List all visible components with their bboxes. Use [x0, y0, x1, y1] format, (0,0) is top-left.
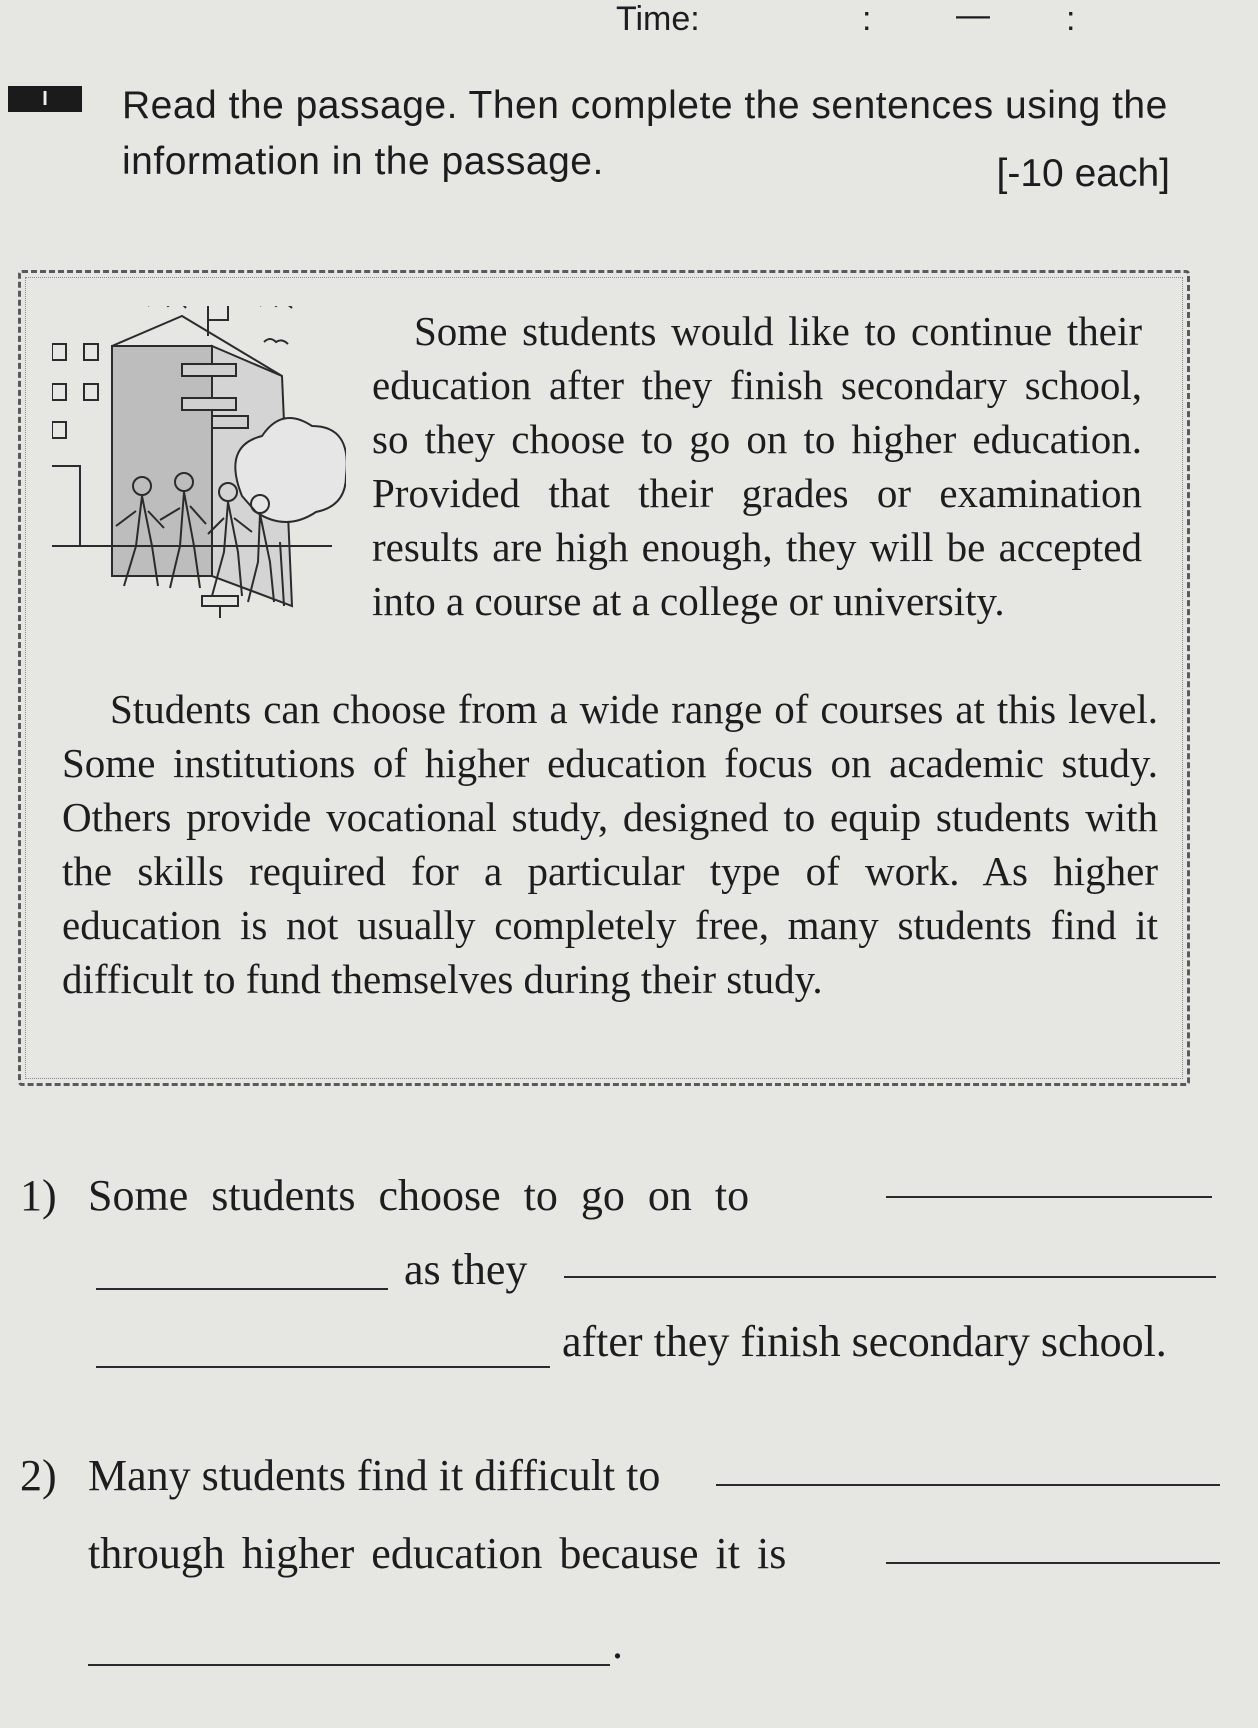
question-1-line-2: as they [404, 1245, 528, 1294]
time-label: Time: [616, 0, 700, 38]
score-label: — [956, 0, 990, 34]
school-building-illustration [52, 306, 346, 682]
question-1-answer-blank-2[interactable] [96, 1288, 388, 1290]
passage-paragraph-1: Some students would like to continue their education after they finish secondary school, so they choose to go on to higher education. Provided that their grades or examination results are high enough, they will be accepted into a course at a college or university. [372, 308, 1142, 624]
question-2-answer-blank-2[interactable] [886, 1562, 1220, 1564]
question-2-period: . [612, 1619, 623, 1668]
question-1-line-1: Some students choose to go on to [88, 1171, 750, 1220]
section-badge: I [8, 86, 82, 112]
question-2-line-1: Many students find it difficult to [88, 1451, 661, 1500]
question-1-answer-blank-3[interactable] [564, 1276, 1216, 1278]
time-colon: : [862, 0, 872, 38]
passage-paragraph-2: Students can choose from a wide range of courses at this level. Some institutions of higher education focus on academic study. Others provide vocational study, designed to equip students with the skills required for a particular type of work. As higher education is not usually completely free, many students find it difficult to fund themselves during their study. [62, 686, 1158, 1002]
question-1-line-3: after they finish secondary school. [562, 1317, 1167, 1366]
question-2-answer-blank-1[interactable] [716, 1484, 1220, 1486]
score-colon: : [1066, 0, 1076, 38]
points-label: [-10 each] [996, 152, 1170, 195]
question-2-number: 2) [20, 1451, 57, 1500]
instructions-text: Read the passage. Then complete the sentences using the information in the passage. [122, 84, 1168, 183]
question-1-answer-blank-1[interactable] [886, 1196, 1212, 1198]
question-2-line-2: through higher education because it is [88, 1529, 787, 1578]
question-1-number: 1) [20, 1171, 57, 1220]
question-1-answer-blank-4[interactable] [96, 1366, 550, 1368]
question-2-answer-blank-3[interactable] [88, 1664, 610, 1666]
